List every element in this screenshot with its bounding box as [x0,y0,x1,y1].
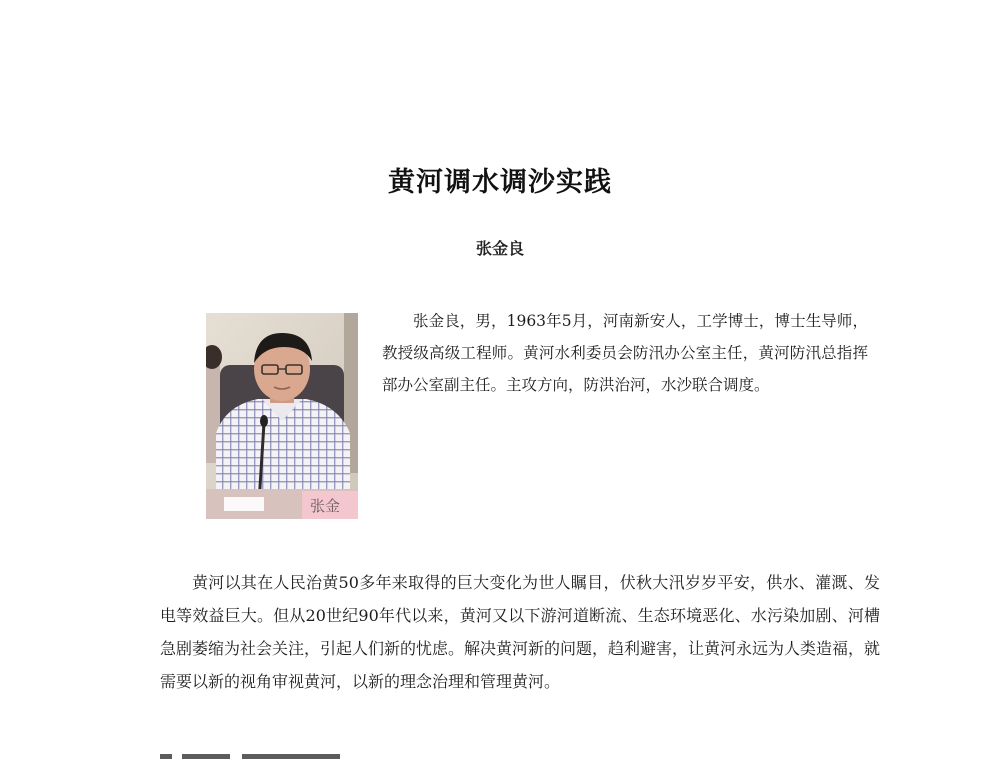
cut-off-heading [160,748,340,759]
article-title: 黄河调水调沙实践 [388,167,612,198]
intro-paragraph: 黄河以其在人民治黄50多年来取得的巨大变化为世人瞩目，伏秋大汛岁岁平安，供水、灌溉、发电等效益巨大。但从20世纪90年代以来，黄河又以下游河道断流、生态环境恶化、水污染加剧、河槽急剧萎缩为社会关注，引起人们新的忧虑。解决黄河新的问题，趋利避害，让黄河永远为人类造福，就需要以新的视角审视黄河，以新的理念治理和管理黄河。 [160,573,881,691]
author-photo [206,313,358,519]
nameplate-text: 张金 [310,497,341,515]
author-bio: 张金良，男，1963年5月，河南新安人，工学博士，博士生导师，教授级高级工程师。黄河水利委员会防汛办公室主任，黄河防汛总指挥部办公室副主任。主攻方向，防洪治河，水沙联合调度。 [382,312,868,394]
author-name: 张金良 [475,239,524,258]
